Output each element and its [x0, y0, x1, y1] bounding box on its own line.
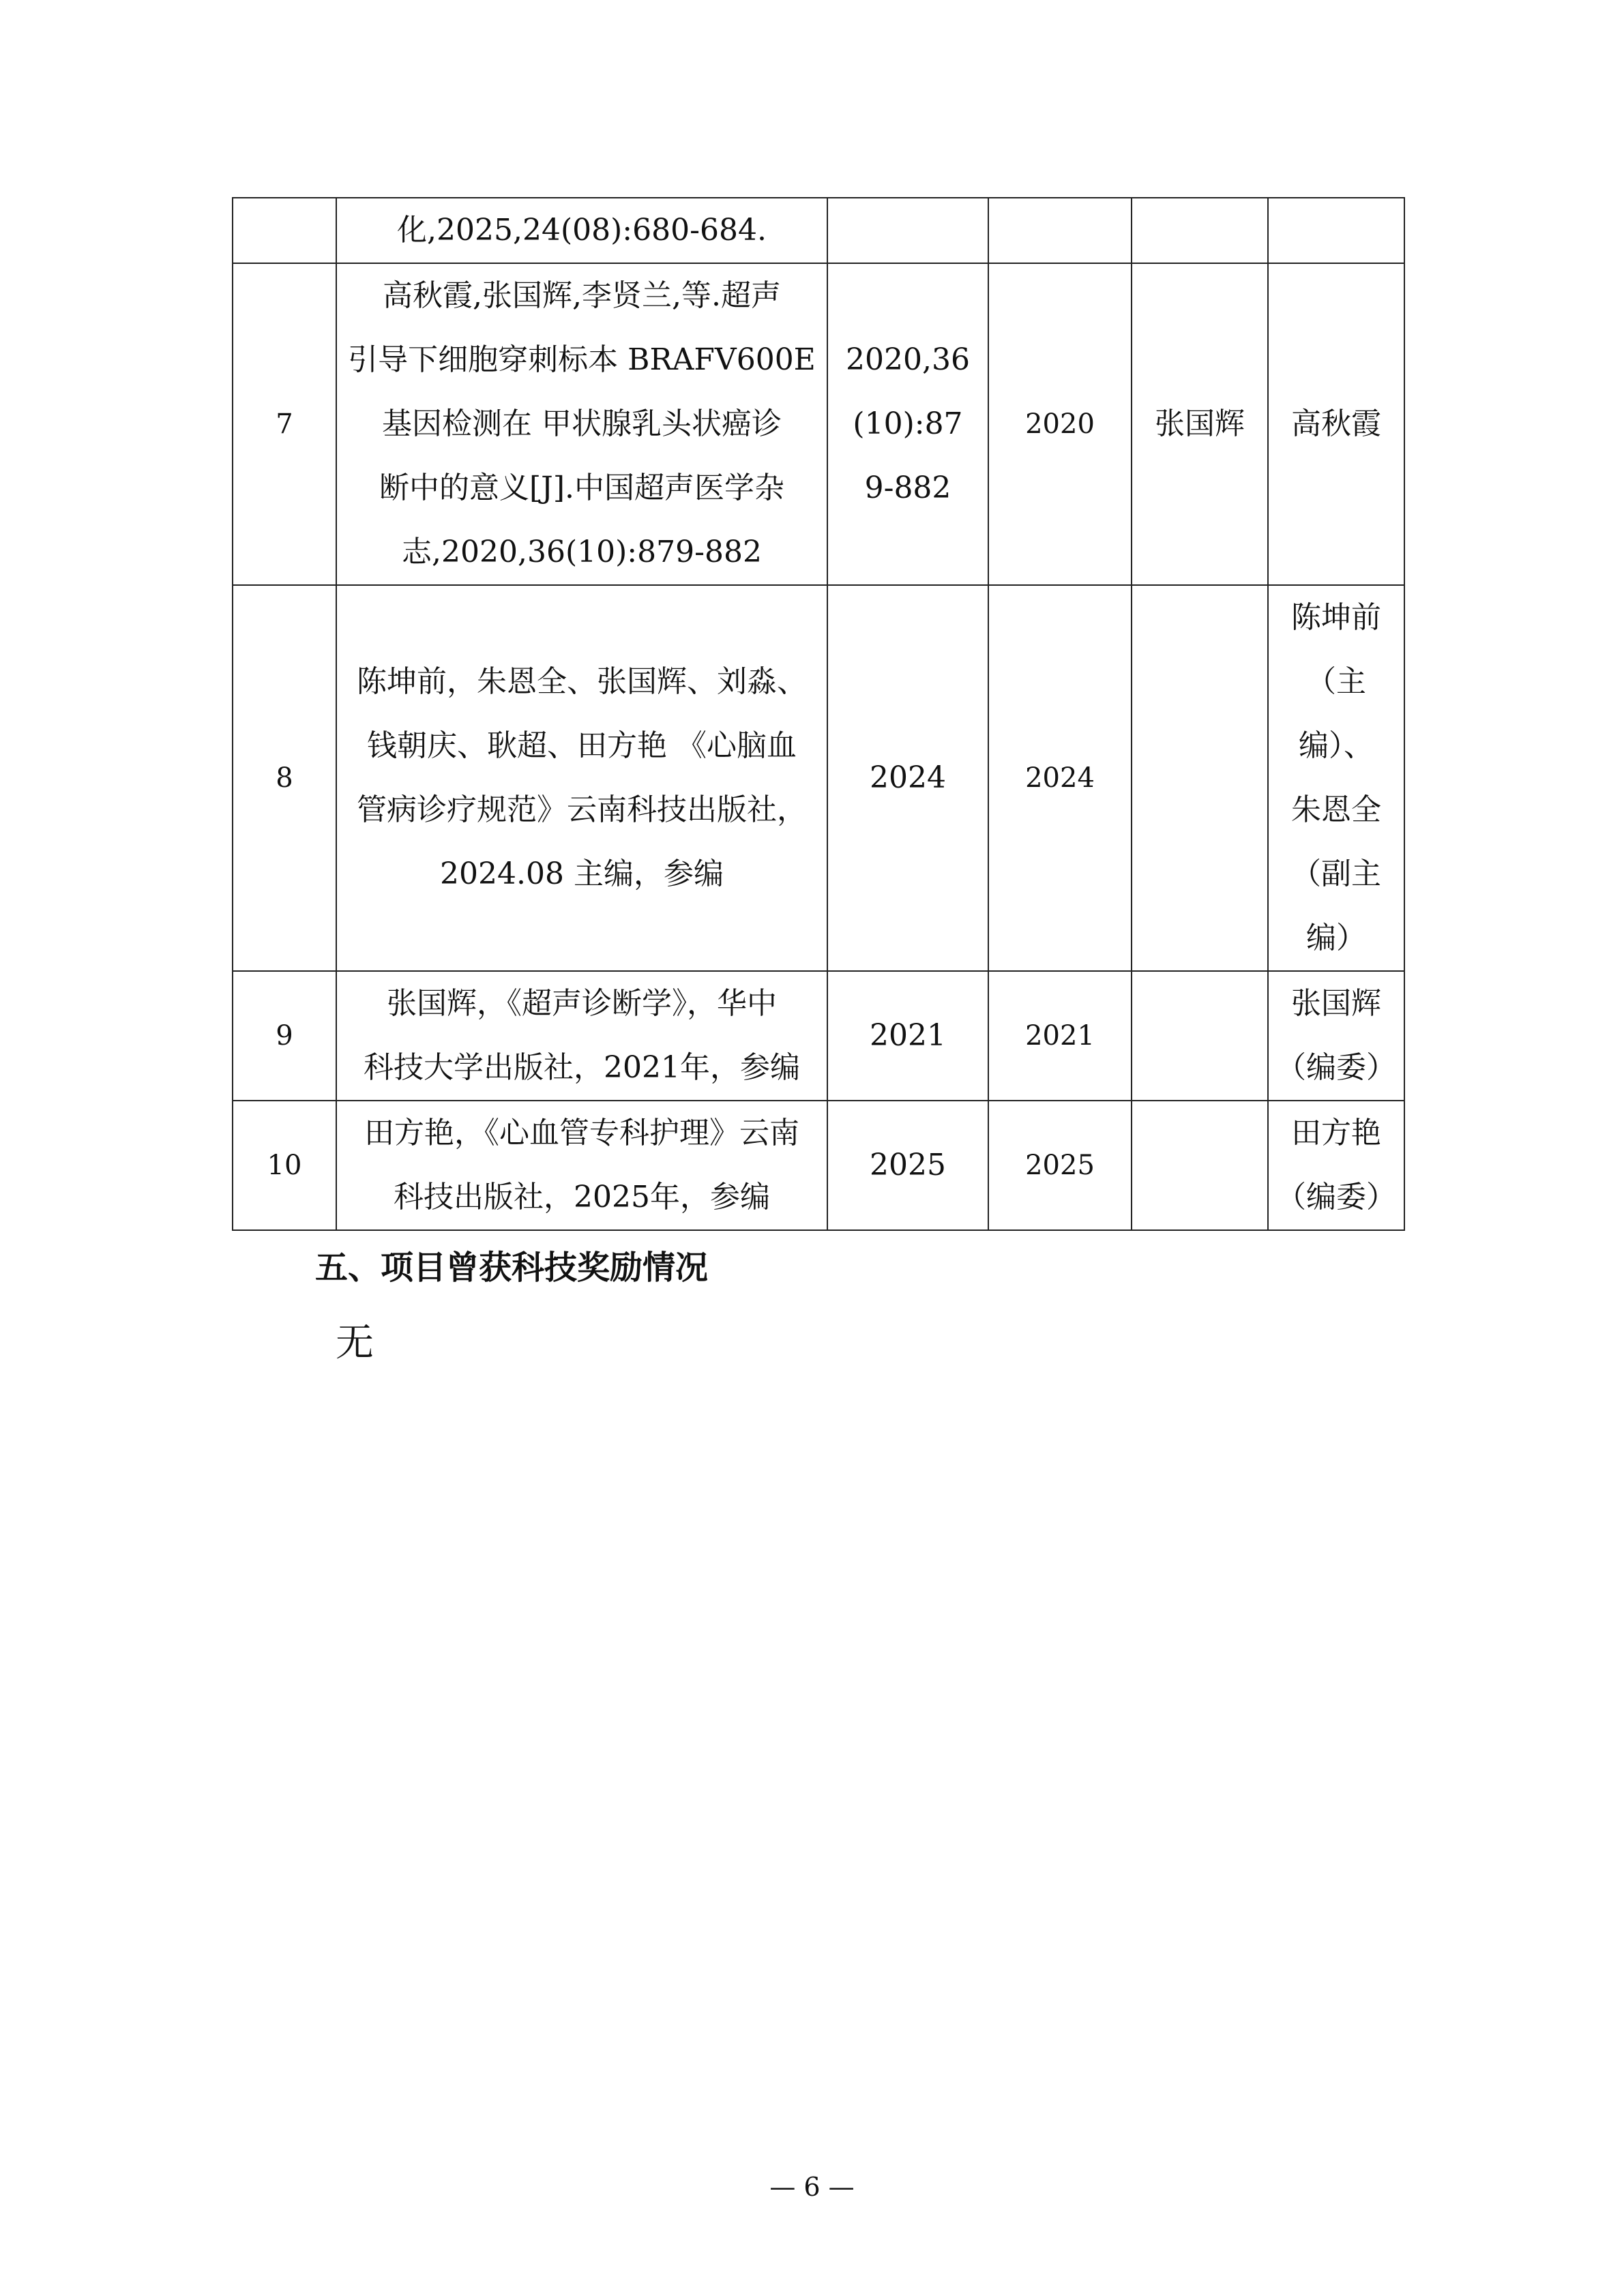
cell-line: 陈坤前 [1291, 600, 1381, 635]
cell-line: 张国辉，《超声诊断学》，华中 [387, 986, 777, 1021]
author-cell [1132, 198, 1268, 263]
cell-line: 2020,36 [846, 342, 970, 377]
volume-cell [827, 263, 988, 585]
cell-line: 田方艳，《心血管专科护理》云南 [364, 1116, 799, 1150]
table-row [233, 1101, 1404, 1230]
cell-line: 张国辉 [1291, 986, 1381, 1021]
citation-cell [336, 1101, 827, 1230]
publication-table [232, 197, 1405, 1231]
last-cell [1268, 1101, 1404, 1230]
cell-line: 钱朝庆、耿超、田方艳 《心脑血 [367, 728, 797, 763]
table-row [233, 585, 1404, 971]
year-cell: 2024 [988, 585, 1132, 971]
page-number: — 6 — [769, 2172, 855, 2202]
table-row [233, 263, 1404, 585]
cell-line: 朱恩全 [1291, 792, 1381, 827]
cell-line: 2021 [870, 1018, 946, 1053]
cell-line: 编） [1306, 921, 1366, 955]
author-cell: 张国辉 [1132, 263, 1268, 585]
cell-line: 化,2025,24(08):680-684. [397, 213, 767, 248]
section-title: 五、项目曾获科技奖励情况 [315, 1249, 709, 1287]
citation-cell [336, 263, 827, 585]
row-number-cell: 9 [233, 971, 336, 1101]
volume-cell [827, 585, 988, 971]
cell-line: （副主 [1291, 856, 1381, 891]
row-number-cell [233, 198, 336, 263]
year-cell: 2025 [988, 1101, 1132, 1230]
table-row [233, 971, 1404, 1101]
last-cell [1268, 585, 1404, 971]
row-number-cell: 8 [233, 585, 336, 971]
cell-line: 断中的意义[J].中国超声医学杂 [379, 471, 784, 505]
cell-line: 9-882 [864, 471, 951, 505]
cell-line: (10):87 [853, 406, 963, 441]
year-cell: 2021 [988, 971, 1132, 1101]
cell-line: 编）、 [1299, 728, 1374, 763]
cell-line: 引导下细胞穿刺标本 BRAFV600E [348, 342, 816, 377]
author-cell [1132, 1101, 1268, 1230]
volume-cell [827, 971, 988, 1101]
citation-cell [336, 971, 827, 1101]
year-cell [988, 198, 1132, 263]
last-cell [1268, 263, 1404, 585]
author-cell [1132, 971, 1268, 1101]
cell-line: 2025 [870, 1148, 946, 1182]
section-body: 无 [336, 1321, 374, 1365]
cell-line: （主 [1306, 664, 1366, 699]
year-cell: 2020 [988, 263, 1132, 585]
cell-line: 2024 [870, 760, 946, 795]
cell-line: （编委） [1276, 1050, 1396, 1085]
cell-line: （编委） [1276, 1180, 1396, 1214]
cell-line: 陈坤前，朱恩全、张国辉、刘淼、 [357, 664, 807, 699]
citation-cell [336, 585, 827, 971]
cell-line: 2024.08 主编，参编 [440, 856, 724, 891]
last-cell [1268, 198, 1404, 263]
volume-cell [827, 198, 988, 263]
last-cell [1268, 971, 1404, 1101]
cell-line: 基因检测在 甲状腺乳头状癌诊 [382, 406, 782, 441]
table-row [233, 198, 1404, 263]
cell-line: 管病诊疗规范》云南科技出版社， [357, 792, 807, 827]
cell-line: 田方艳 [1291, 1116, 1381, 1150]
citation-cell [336, 198, 827, 263]
cell-line: 高秋霞 [1291, 406, 1381, 441]
volume-cell [827, 1101, 988, 1230]
cell-line: 科技出版社，2025年，参编 [394, 1180, 770, 1214]
cell-line: 高秋霞,张国辉,李贤兰,等.超声 [383, 278, 781, 313]
author-cell [1132, 585, 1268, 971]
row-number-cell: 7 [233, 263, 336, 585]
cell-line: 科技大学出版社，2021年，参编 [364, 1050, 800, 1085]
cell-line: 志,2020,36(10):879-882 [402, 535, 762, 569]
row-number-cell: 10 [233, 1101, 336, 1230]
